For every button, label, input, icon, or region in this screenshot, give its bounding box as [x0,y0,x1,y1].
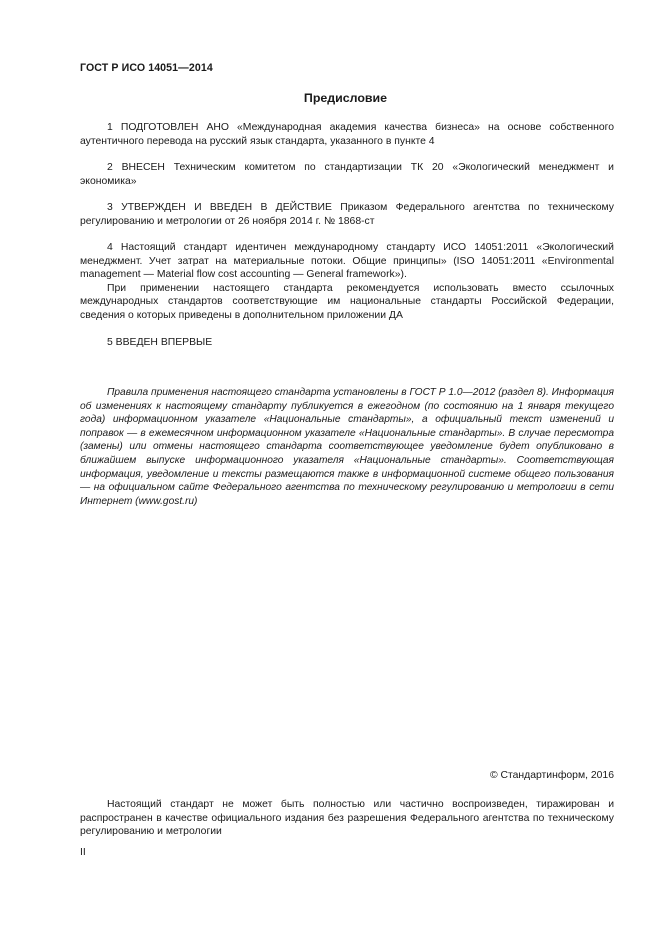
reproduction-notice-text: Настоящий стандарт не может быть полностью или частично воспроизведен, тиражирован и распространен в качестве официального издания без разрешения Федерального агентства по техническому регулированию и метрологии [80,799,614,837]
usage-rules-notice [80,386,614,508]
foreword-item-4 [80,241,614,322]
copyright-line: © Стандартинформ, 2016 [489,770,614,781]
usage-rules-notice-text: Правила применения настоящего стандарта установлены в ГОСТ Р 1.0—2012 (раздел 8). Информация об изменениях к настоящему стандарту публикуется в ежегодном (по состоянию на 1 января текущего года) информационном указателе «Национальные стандарты», а официальный текст изменений и поправок — в ежемесячном информационном указателе «Национальные стандарты». В случае пересмотра (замены) или отмены настоящего стандарта соответствующее уведомление будет опубликовано в ближайшем выпуске информационного указателя «Национальные стандарты». Соответствующая информация, уведомление и тексты размещаются также в информационной системе общего пользования — на официальном сайте Федерального агентства по техническому регулированию и метрологии в сети Интернет (www.gost.ru) [80,387,614,507]
reproduction-notice [80,798,614,839]
section-title [0,92,661,106]
foreword-item-3-text: 3 УТВЕРЖДЕН И ВВЕДЕН В ДЕЙСТВИЕ Приказом Федерального агентства по техническому регулированию и метрологии от 26 ноября 2014 г. № 1868-ст [80,202,614,227]
section-title-text: Предисловие [303,91,388,105]
foreword-item-5-text: 5 ВВЕДЕН ВПЕРВЫЕ [107,337,213,348]
foreword-item-4-note: При применении настоящего стандарта рекомендуется использовать вместо ссылочных международных стандартов соответствующие им национальные стандарты Российской Федерации, сведения о которых приведены в дополнительном приложении ДА [80,282,614,321]
foreword-item-2 [80,161,614,188]
foreword-item-1-text: 1 ПОДГОТОВЛЕН АНО «Международная академия качества бизнеса» на основе собственного аутентичного перевода на русский язык стандарта, указанного в пункте 4 [80,122,614,147]
foreword-item-4-text: 4 Настоящий стандарт идентичен международному стандарту ИСО 14051:2011 «Экологический менеджмент. Учет затрат на материальные потоки. Общие принципы» (ISO 14051:2011 «Environmental management — Material flow cost accounting — General framework»). [80,242,614,280]
foreword-item-3 [80,201,614,228]
document-header: ГОСТ Р ИСО 14051—2014 [80,62,213,74]
foreword-item-1 [80,121,614,148]
foreword-item-5 [80,336,614,350]
foreword-item-2-text: 2 ВНЕСЕН Техническим комитетом по стандартизации ТК 20 «Экологический менеджмент и экономика» [80,162,614,187]
page-number: II [80,847,86,858]
